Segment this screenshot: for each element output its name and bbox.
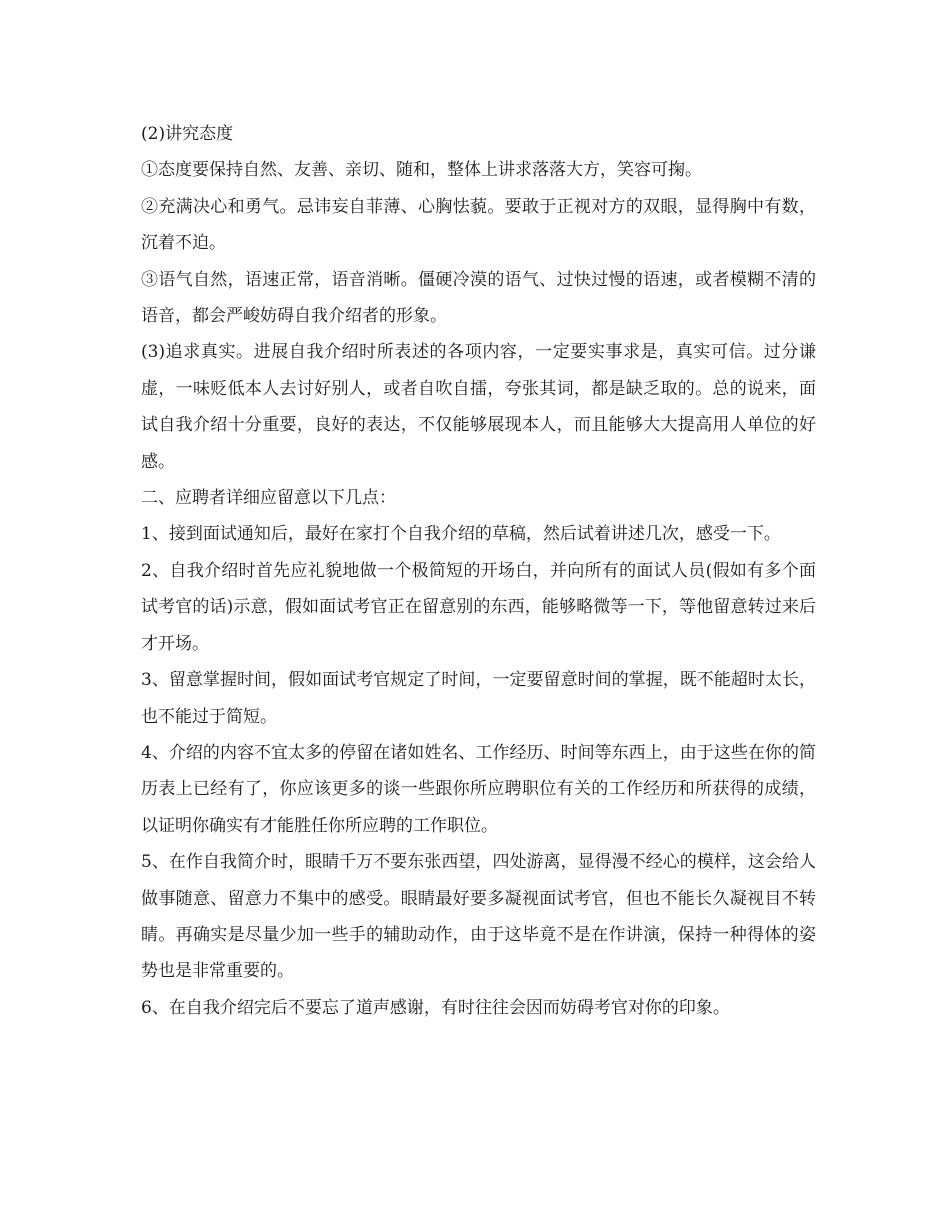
paragraph-confidence: ②充满决心和勇气。忌讳妄自菲薄、心胸怯藐。要敢于正视对方的双眼，显得胸中有数，沉着不迫。 (141, 196, 816, 254)
tip-item-5: 5、在作自我简介时，眼睛千万不要东张西望，四处游离，显得漫不经心的模样，这会给人做事随意、留意力不集中的感受。眼睛最好要多凝视面试考官，但也不能长久凝视目不转睛。再确实是尽量少加一些手的辅助动作，由于这毕竟不是在作讲演，保持一种得体的姿势也是非常重要的。 (141, 852, 816, 982)
tip-item-2: 2、自我介绍时首先应礼貌地做一个极简短的开场白，并向所有的面试人员(假如有多个面试考官的话)示意，假如面试考官正在留意别的东西，能够略微等一下，等他留意转过来后才开场。 (141, 560, 816, 654)
tip-item-6: 6、在自我介绍完后不要忘了道声感谢，有时往往会因而妨碍考官对你的印象。 (141, 997, 730, 1018)
tip-item-1: 1、接到面试通知后，最好在家打个自我介绍的草稿，然后试着讲述几次，感受一下。 (141, 524, 781, 545)
document-body (141, 116, 816, 1026)
paragraph-truthfulness: (3)追求真实。进展自我介绍时所表述的各项内容，一定要实事求是，真实可信。过分谦虚，一味贬低本人去讨好别人，或者自吹自擂，夸张其词，都是缺乏取的。总的说来，面试自我介绍十分重要，良好的表达，不仅能够展现本人，而且能够大大提高用人单位的好感。 (141, 342, 816, 472)
paragraph-attitude-natural: ①态度要保持自然、友善、亲切、随和，整体上讲求落落大方，笑容可掬。 (141, 160, 702, 181)
section-heading-tips: 二、应聘者详细应留意以下几点： (141, 488, 396, 509)
tip-item-3: 3、留意掌握时间，假如面试考官规定了时间，一定要留意时间的掌握，既不能超时太长，也不能过于简短。 (141, 670, 816, 727)
section-heading-attitude: (2)讲究态度 (141, 124, 234, 144)
tip-item-4: 4、介绍的内容不宜太多的停留在诸如姓名、工作经历、时间等东西上，由于这些在你的简历表上已经有了，你应该更多的谈一些跟你所应聘职位有关的工作经历和所获得的成绩，以证明你确实有才能胜任你所应聘的工作职位。 (141, 742, 816, 836)
paragraph-tone: ③语气自然，语速正常，语音消晰。僵硬冷漠的语气、过快过慢的语速，或者模糊不清的语音，都会严峻妨碍自我介绍者的形象。 (141, 269, 816, 327)
